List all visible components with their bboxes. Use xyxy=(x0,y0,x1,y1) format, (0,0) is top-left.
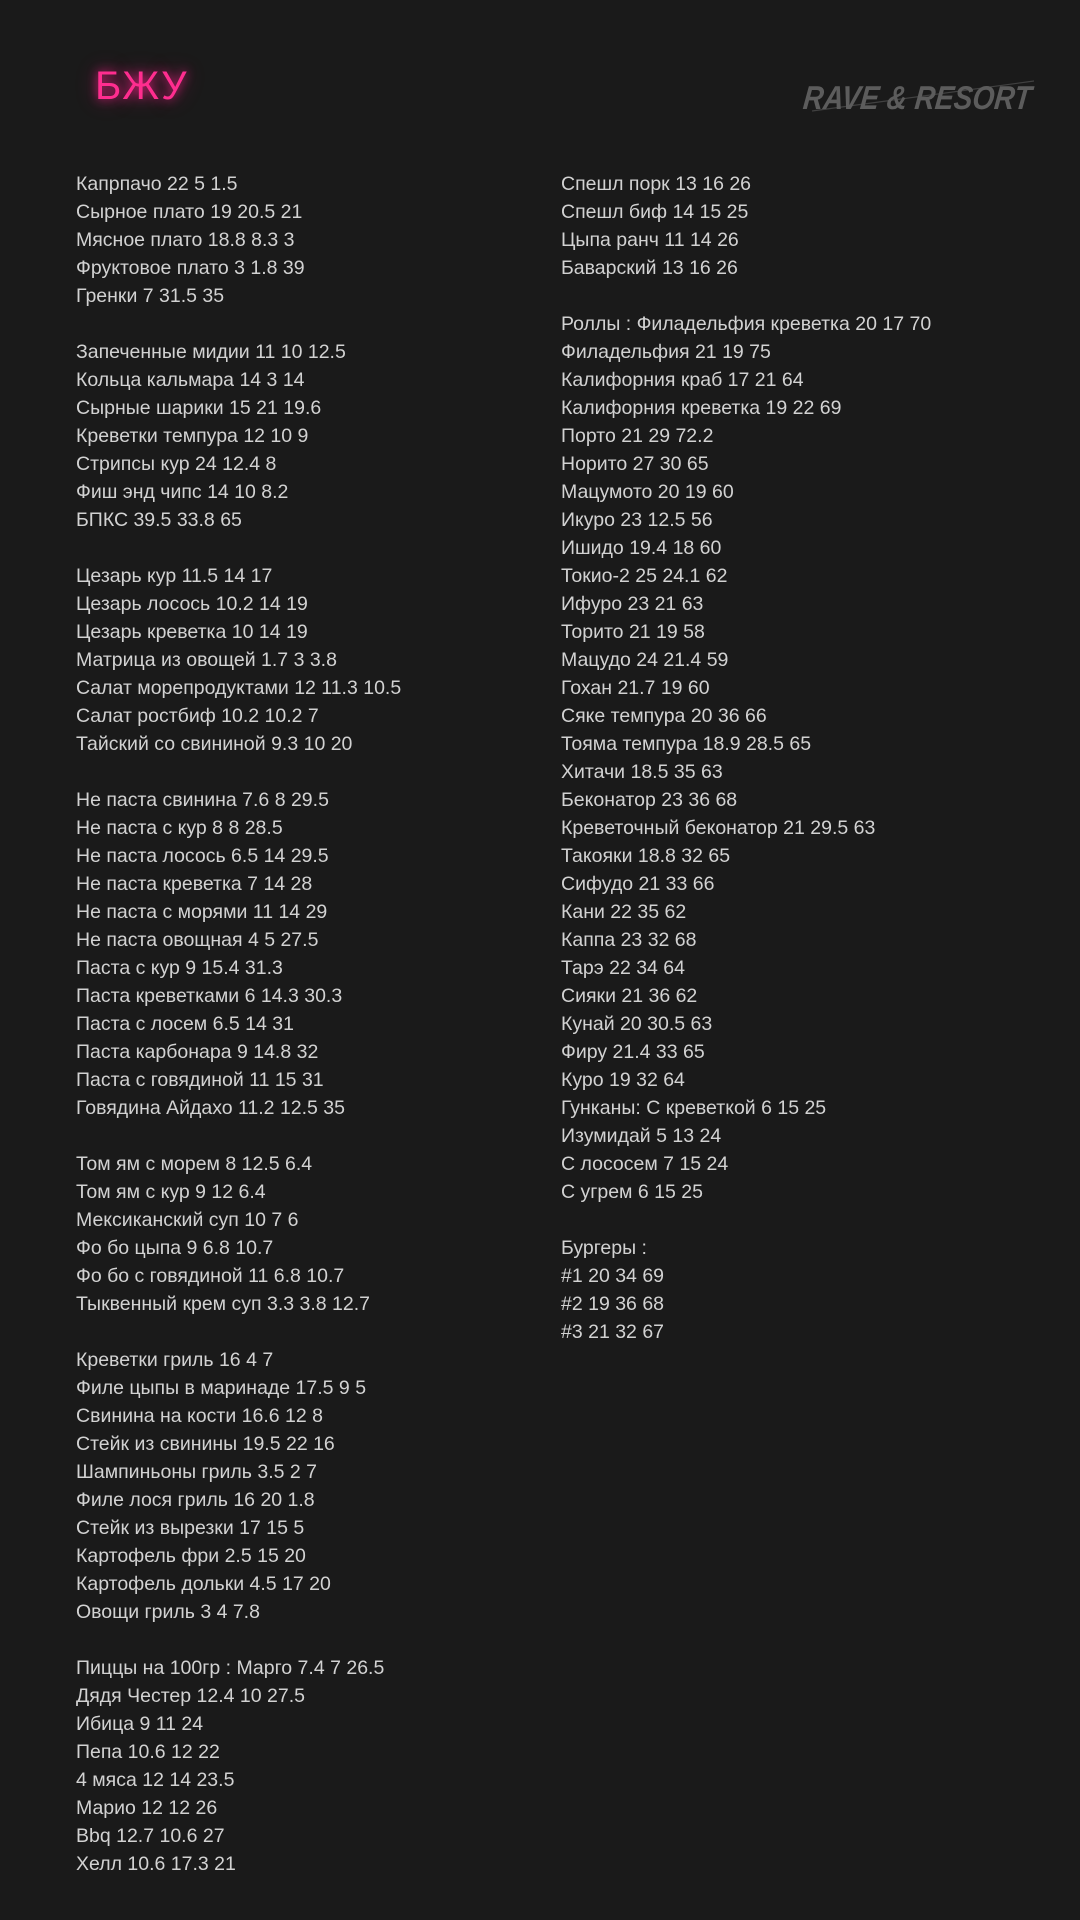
menu-item: Фиру 21.4 33 65 xyxy=(561,1041,705,1063)
menu-item: Сяке темпура 20 36 66 xyxy=(561,705,767,727)
menu-item: Фиш энд чипс 14 10 8.2 xyxy=(76,481,289,503)
menu-item: Ишидо 19.4 18 60 xyxy=(561,537,722,559)
menu-item: 4 мяса 12 14 23.5 xyxy=(76,1769,235,1791)
menu-group xyxy=(561,170,1021,282)
menu-item: Беконатор 23 36 68 xyxy=(561,789,738,811)
menu-item: Bbq 12.7 10.6 27 xyxy=(76,1825,225,1847)
menu-item: Том ям с морем 8 12.5 6.4 xyxy=(76,1153,313,1175)
menu-item: Кани 22 35 62 xyxy=(561,901,687,923)
menu-item: Кунай 20 30.5 63 xyxy=(561,1013,713,1035)
menu-item: Икуро 23 12.5 56 xyxy=(561,509,713,531)
menu-item: С лососем 7 15 24 xyxy=(561,1153,729,1175)
menu-item: БПКС 39.5 33.8 65 xyxy=(76,509,242,531)
menu-item: Стейк из свинины 19.5 22 16 xyxy=(76,1433,335,1455)
menu-item: #1 20 34 69 xyxy=(561,1265,665,1287)
menu-item: Спешл биф 14 15 25 xyxy=(561,201,749,223)
menu-item: Шампиньоны гриль 3.5 2 7 xyxy=(76,1461,317,1483)
menu-item: Мацумото 20 19 60 xyxy=(561,481,734,503)
rave-resort-logo xyxy=(801,73,1074,119)
menu-item: Гунканы: С креветкой 6 15 25 xyxy=(561,1097,827,1119)
menu-item: Фо бо цыпа 9 6.8 10.7 xyxy=(76,1237,274,1259)
menu-item: Цезарь креветка 10 14 19 xyxy=(76,621,308,643)
menu-item: Филе цыпы в маринаде 17.5 9 5 xyxy=(76,1377,367,1399)
menu-item: Норито 27 30 65 xyxy=(561,453,709,475)
menu-item: Калифорния креветка 19 22 69 xyxy=(561,397,842,419)
menu-item: Гренки 7 31.5 35 xyxy=(76,285,225,307)
menu-item: #3 21 32 67 xyxy=(561,1321,665,1343)
menu-item: Паста с лосем 6.5 14 31 xyxy=(76,1013,294,1035)
menu-item: Каппа 23 32 68 xyxy=(561,929,697,951)
menu-item: Мексиканский суп 10 7 6 xyxy=(76,1209,299,1231)
menu-item: Хелл 10.6 17.3 21 xyxy=(76,1853,236,1875)
menu-item: Марио 12 12 26 xyxy=(76,1797,218,1819)
menu-item: Пепа 10.6 12 22 xyxy=(76,1741,220,1763)
menu-item: Том ям с кур 9 12 6.4 xyxy=(76,1181,266,1203)
menu-item: Тарэ 22 34 64 xyxy=(561,957,685,979)
menu-item: Спешл порк 13 16 26 xyxy=(561,173,752,195)
menu-item: Паста с кур 9 15.4 31.3 xyxy=(76,957,283,979)
menu-item: Креветочный беконатор 21 29.5 63 xyxy=(561,817,876,839)
menu-group xyxy=(561,310,1021,1206)
menu-item: Филе лося гриль 16 20 1.8 xyxy=(76,1489,315,1511)
menu-item: Сифудо 21 33 66 xyxy=(561,873,715,895)
menu-item: Матрица из овощей 1.7 3 3.8 xyxy=(76,649,337,671)
menu-item: Дядя Честер 12.4 10 27.5 xyxy=(76,1685,305,1707)
menu-item: Хитачи 18.5 35 63 xyxy=(561,761,723,783)
menu-item: Филадельфия 21 19 75 xyxy=(561,341,771,363)
menu-item: Сырные шарики 15 21 19.6 xyxy=(76,397,322,419)
menu-group xyxy=(76,1654,536,1878)
menu-item: Кольца кальмара 14 3 14 xyxy=(76,369,305,391)
menu-item: Не паста овощная 4 5 27.5 xyxy=(76,929,319,951)
menu-item: Паста с говядиной 11 15 31 xyxy=(76,1069,324,1091)
menu-item: Креветки гриль 16 4 7 xyxy=(76,1349,274,1371)
menu-item: Такояки 18.8 32 65 xyxy=(561,845,731,867)
menu-item: Пиццы на 100гр : Марго 7.4 7 26.5 xyxy=(76,1657,385,1679)
menu-item: Свинина на кости 16.6 12 8 xyxy=(76,1405,323,1427)
menu-item: Фо бо с говядиной 11 6.8 10.7 xyxy=(76,1265,345,1287)
left-column xyxy=(76,170,536,1906)
menu-item: Бургеры : xyxy=(561,1237,647,1259)
menu-item: Креветки темпура 12 10 9 xyxy=(76,425,309,447)
menu-item: Токио-2 25 24.1 62 xyxy=(561,565,728,587)
menu-group xyxy=(76,338,536,534)
menu-item: Гохан 21.7 19 60 xyxy=(561,677,710,699)
menu-item: Капрпачо 22 5 1.5 xyxy=(76,173,238,195)
menu-item: Паста креветками 6 14.3 30.3 xyxy=(76,985,343,1007)
menu-group xyxy=(76,1150,536,1318)
menu-item: Цыпа ранч 11 14 26 xyxy=(561,229,739,251)
menu-item: Картофель дольки 4.5 17 20 xyxy=(76,1573,331,1595)
menu-item: Баварский 13 16 26 xyxy=(561,257,738,279)
menu-item: Торито 21 19 58 xyxy=(561,621,705,643)
menu-item: Не паста креветка 7 14 28 xyxy=(76,873,313,895)
menu-item: Цезарь лосось 10.2 14 19 xyxy=(76,593,308,615)
menu-item: Мацудо 24 21.4 59 xyxy=(561,649,729,671)
menu-item: Стейк из вырезки 17 15 5 xyxy=(76,1517,305,1539)
menu-item: Роллы : Филадельфия креветка 20 17 70 xyxy=(561,313,932,335)
menu-item: Тыквенный крем суп 3.3 3.8 12.7 xyxy=(76,1293,370,1315)
menu-item: Изумидай 5 13 24 xyxy=(561,1125,722,1147)
menu-item: С угрем 6 15 25 xyxy=(561,1181,703,1203)
page-title: БЖУ xyxy=(95,64,188,108)
menu-item: Говядина Айдахо 11.2 12.5 35 xyxy=(76,1097,346,1119)
menu-group xyxy=(561,1234,1021,1346)
menu-item: Салат морепродуктами 12 11.3 10.5 xyxy=(76,677,402,699)
menu-item: Ифуро 23 21 63 xyxy=(561,593,704,615)
menu-item: Сырное плато 19 20.5 21 xyxy=(76,201,303,223)
menu-item: Сияки 21 36 62 xyxy=(561,985,698,1007)
menu-item: Не паста свинина 7.6 8 29.5 xyxy=(76,789,329,811)
menu-item: Порто 21 29 72.2 xyxy=(561,425,714,447)
right-column xyxy=(561,170,1021,1374)
menu-item: Куро 19 32 64 xyxy=(561,1069,685,1091)
svg-text:RAVE & RESORT: RAVE & RESORT xyxy=(801,80,1074,117)
menu-item: Картофель фри 2.5 15 20 xyxy=(76,1545,306,1567)
menu-item: Овощи гриль 3 4 7.8 xyxy=(76,1601,260,1623)
menu-item: Тояма темпура 18.9 28.5 65 xyxy=(561,733,812,755)
menu-item: Не паста с морями 11 14 29 xyxy=(76,901,328,923)
menu-group xyxy=(76,562,536,758)
menu-item: Запеченные мидии 11 10 12.5 xyxy=(76,341,346,363)
menu-item: Не паста лосось 6.5 14 29.5 xyxy=(76,845,329,867)
menu-item: Цезарь кур 11.5 14 17 xyxy=(76,565,273,587)
menu-item: Паста карбонара 9 14.8 32 xyxy=(76,1041,319,1063)
menu-item: Ибица 9 11 24 xyxy=(76,1713,204,1735)
menu-item: Калифорния краб 17 21 64 xyxy=(561,369,804,391)
menu-group xyxy=(76,1346,536,1626)
menu-item: Мясное плато 18.8 8.3 3 xyxy=(76,229,295,251)
menu-item: Фруктовое плато 3 1.8 39 xyxy=(76,257,305,279)
menu-item: Стрипсы кур 24 12.4 8 xyxy=(76,453,277,475)
menu-group xyxy=(76,170,536,310)
menu-item: Салат ростбиф 10.2 10.2 7 xyxy=(76,705,319,727)
menu-item: Тайский со свининой 9.3 10 20 xyxy=(76,733,353,755)
menu-item: Не паста с кур 8 8 28.5 xyxy=(76,817,283,839)
menu-item: #2 19 36 68 xyxy=(561,1293,665,1315)
menu-group xyxy=(76,786,536,1122)
